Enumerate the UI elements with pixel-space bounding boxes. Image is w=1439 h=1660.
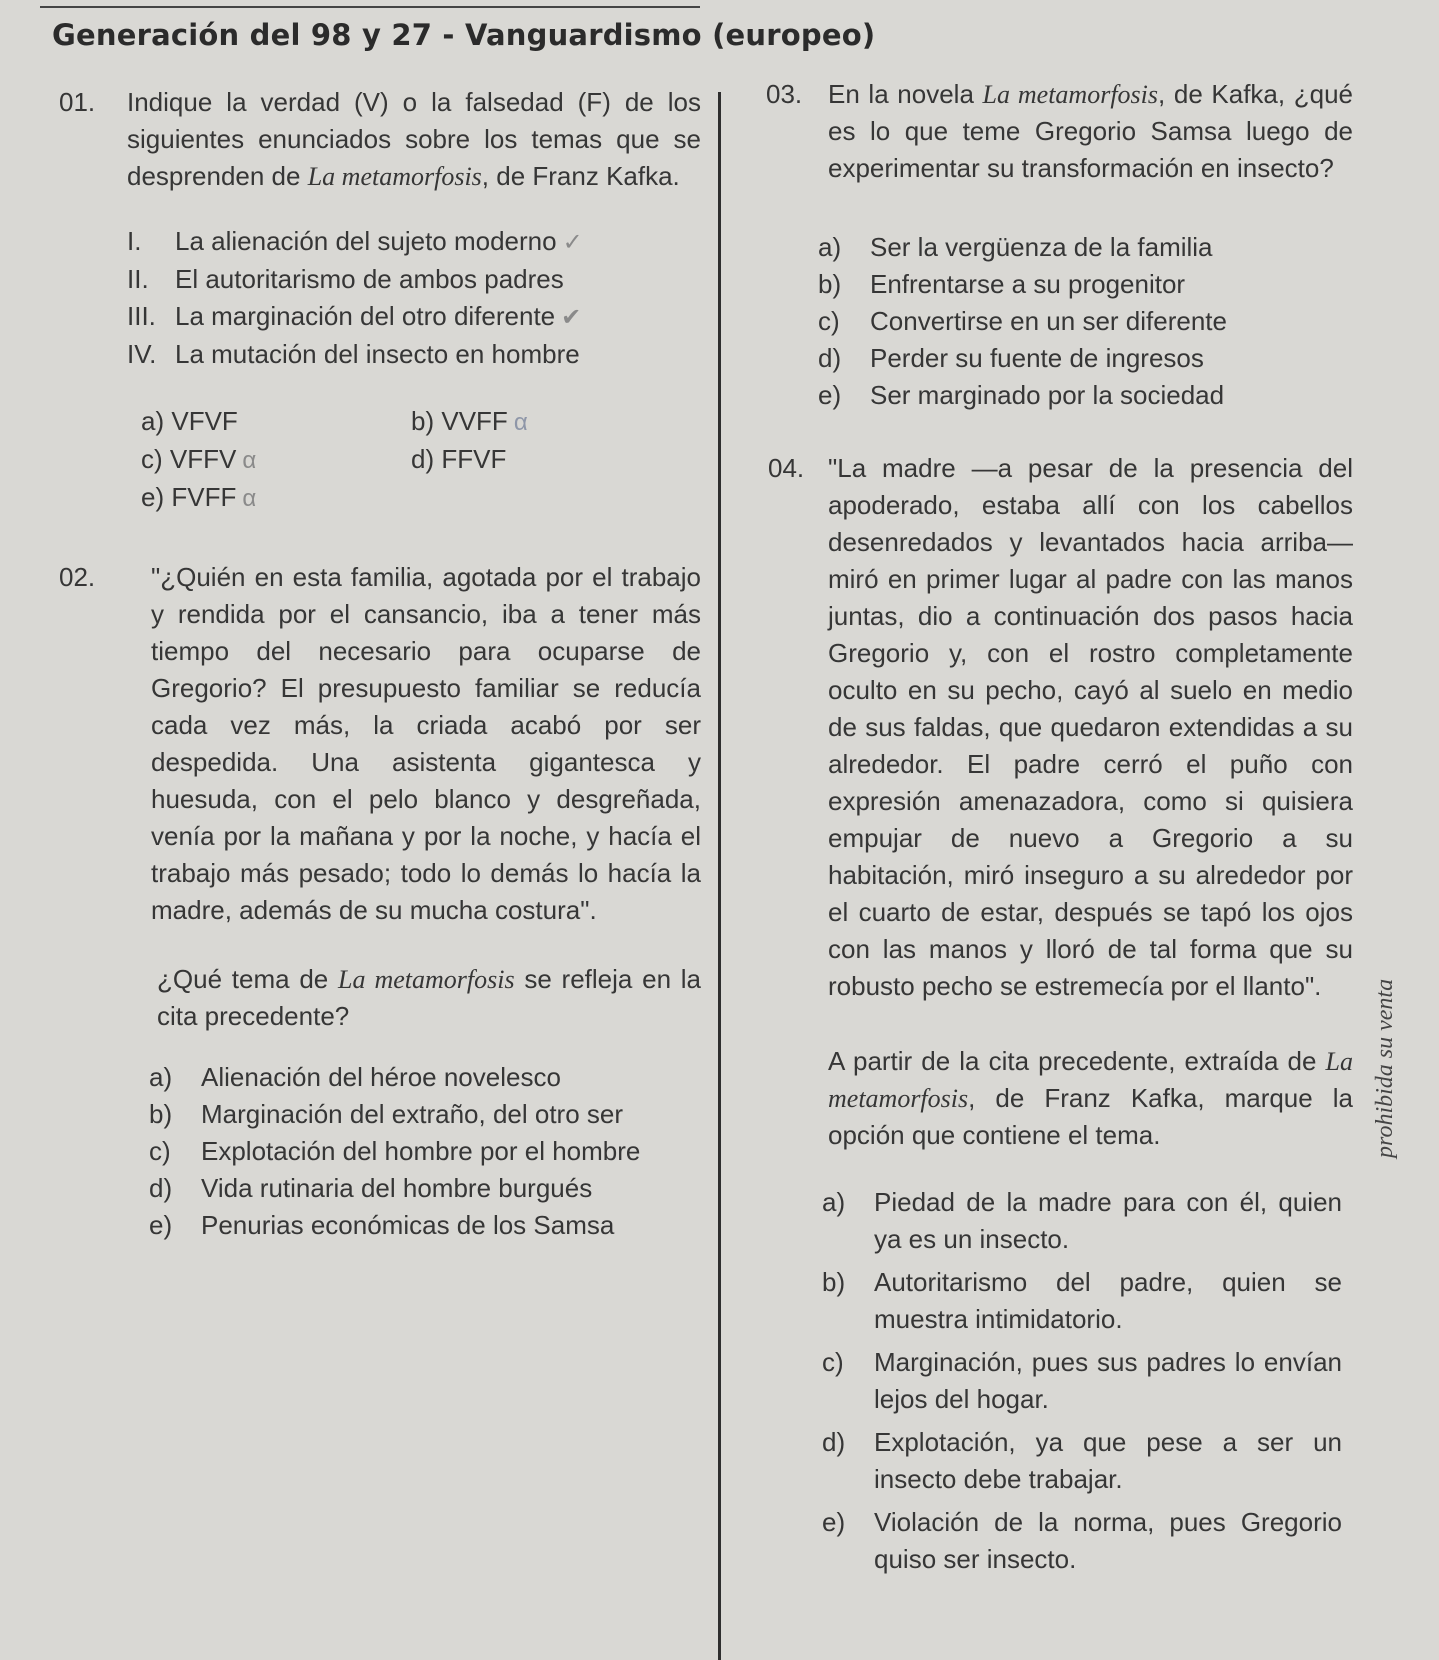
option-e[interactable] xyxy=(822,1504,1342,1578)
statement-item xyxy=(127,298,701,336)
option-c[interactable] xyxy=(141,441,411,479)
option-c[interactable] xyxy=(149,1133,701,1170)
option-label: c) xyxy=(149,1136,171,1166)
answer-options xyxy=(141,403,701,517)
option-d[interactable] xyxy=(822,1424,1342,1498)
quote-text: "La madre —a pesar de la presencia del apoderado, estaba allí con los cabellos desenredados y levantados hacia arriba— miró en primer lugar al padre con las manos juntas, dio a continuación dos pasos hacia Gregorio y, con el rostro completamente oculto en su pecho, cayó al suelo en medio de sus faldas, que quedaron extendidas a su alrededor. El padre cerró el puño con expresión amenazadora, como si quisiera empujar de nuevo a Gregorio a su habitación, miró inseguro a su alrededor por el cuarto de estar, después se tapó los ojos con las manos y lloró de tal forma que su robusto pecho se estremecía por el llanto". xyxy=(828,453,1353,1001)
question-instruction xyxy=(828,1043,1353,1154)
column-divider xyxy=(718,92,721,1660)
option-label: e) xyxy=(149,1210,173,1240)
option-e[interactable] xyxy=(141,479,411,517)
book-title: La metamorfosis xyxy=(982,80,1159,109)
right-column xyxy=(766,76,1353,1578)
prompt-text-end: se refleja en la cita precedente? xyxy=(157,964,702,1031)
option-b[interactable] xyxy=(411,403,671,441)
question-04 xyxy=(768,450,1353,1005)
handwritten-mark: α xyxy=(242,485,257,512)
option-text: Ser la vergüenza de la familia xyxy=(870,232,1213,262)
option-text: VFFV xyxy=(169,444,237,474)
option-text: VVFF xyxy=(441,406,508,436)
option-a[interactable] xyxy=(141,403,411,441)
check-mark: ✓ xyxy=(562,229,583,256)
option-text: Autoritarismo del padre, quien se muestra intimidatorio. xyxy=(874,1267,1342,1334)
option-label: a) xyxy=(818,232,842,262)
option-text: Convertirse en un ser diferente xyxy=(870,306,1227,336)
statement-label: IV. xyxy=(127,339,157,369)
option-label: d) xyxy=(149,1173,173,1203)
option-label: a) xyxy=(822,1187,846,1217)
option-e[interactable] xyxy=(818,377,1353,414)
question-number: 04. xyxy=(768,453,805,483)
option-text: FFVF xyxy=(441,444,507,474)
option-label: c) xyxy=(822,1347,844,1377)
option-d[interactable] xyxy=(149,1170,701,1207)
answer-options xyxy=(822,1184,1342,1578)
statement-item xyxy=(127,261,701,298)
option-label: d) xyxy=(818,343,842,373)
option-label: d) xyxy=(822,1427,846,1457)
handwritten-mark: α xyxy=(513,409,528,436)
statement-label: III. xyxy=(127,301,156,331)
statement-label: I. xyxy=(127,226,142,256)
question-number: 02. xyxy=(59,562,96,592)
statement-text: La marginación del otro diferente xyxy=(175,301,556,331)
left-column xyxy=(59,84,702,1244)
statement-item xyxy=(127,336,701,373)
option-text: FVFF xyxy=(171,482,237,512)
option-text: Ser marginado por la sociedad xyxy=(870,380,1225,410)
answer-options xyxy=(149,1059,701,1244)
book-title: La metamorfosis xyxy=(307,162,482,191)
question-stem: Indique la verdad (V) o la falsedad (F) de los siguientes enunciados sobre los temas que se desprenden de xyxy=(127,87,701,191)
statement-text: El autoritarismo de ambos padres xyxy=(175,264,564,294)
question-stem-end: , de Franz Kafka. xyxy=(481,161,680,191)
option-c[interactable] xyxy=(818,303,1353,340)
side-note: prohibida su venta xyxy=(1372,978,1398,1158)
book-title: La metamorfosis xyxy=(828,1047,1353,1113)
answer-options xyxy=(818,229,1353,414)
option-label: c) xyxy=(141,444,163,474)
option-text: Penurias económicas de los Samsa xyxy=(201,1210,615,1240)
question-stem: En la novela xyxy=(828,79,983,109)
option-a[interactable] xyxy=(149,1059,701,1096)
option-d[interactable] xyxy=(411,441,671,479)
option-label: b) xyxy=(822,1267,846,1297)
option-text: Alienación del héroe novelesco xyxy=(201,1062,561,1092)
check-mark: ✔ xyxy=(561,304,582,331)
statement-text: La alienación del sujeto moderno xyxy=(175,226,557,256)
option-c[interactable] xyxy=(822,1344,1342,1418)
instruction-text: A partir de la cita precedente, extraída de xyxy=(828,1046,1326,1076)
top-rule xyxy=(40,6,700,8)
option-label: e) xyxy=(818,380,842,410)
question-prompt xyxy=(157,961,701,1035)
option-text: Violación de la norma, pues Gregorio quiso ser insecto. xyxy=(874,1507,1342,1574)
option-text: Vida rutinaria del hombre burgués xyxy=(201,1173,593,1203)
option-text: Piedad de la madre para con él, quien ya es un insecto. xyxy=(874,1187,1342,1254)
option-label: c) xyxy=(818,306,840,336)
option-b[interactable] xyxy=(818,266,1353,303)
page-title: Generación del 98 y 27 - Vanguardismo (europeo) xyxy=(52,18,876,52)
option-text: Explotación del hombre por el hombre xyxy=(201,1136,641,1166)
statement-list xyxy=(127,223,701,373)
option-label: b) xyxy=(149,1099,173,1129)
quote-text: "¿Quién en esta familia, agotada por el trabajo y rendida por el cansancio, iba a tener más tiempo del necesario para ocuparse de Gregorio? El presupuesto familiar se reducía cada vez más, la criada acabó por ser despedida. Una asistenta gigantesca y huesuda, con el pelo blanco y desgreñada, venía por la mañana y por la noche, y hacía el trabajo más pesado; todo lo demás lo hacía la madre, además de su mucha costura". xyxy=(151,562,701,925)
option-b[interactable] xyxy=(149,1096,701,1133)
option-e[interactable] xyxy=(149,1207,701,1244)
option-b[interactable] xyxy=(822,1264,1342,1338)
question-number: 01. xyxy=(59,87,96,117)
statement-label: II. xyxy=(127,264,149,294)
statement-text: La mutación del insecto en hombre xyxy=(175,339,580,369)
option-text: Marginación, pues sus padres lo envían lejos del hogar. xyxy=(874,1347,1342,1414)
question-03 xyxy=(766,76,1353,187)
prompt-text: ¿Qué tema de xyxy=(157,964,338,994)
option-text: Marginación del extraño, del otro ser xyxy=(201,1099,624,1129)
option-label: e) xyxy=(822,1507,846,1537)
option-label: b) xyxy=(818,269,842,299)
question-02 xyxy=(59,559,701,929)
option-text: VFVF xyxy=(171,406,238,436)
question-stem-end: , de Kafka, ¿qué es lo que teme Gregorio Samsa luego de experimentar su transformación en insecto? xyxy=(828,79,1353,183)
instruction-text-end: , de Franz Kafka, marque la opción que contiene el tema. xyxy=(828,1083,1353,1150)
option-text: Explotación, ya que pese a ser un insecto debe trabajar. xyxy=(874,1427,1342,1494)
option-d[interactable] xyxy=(818,340,1353,377)
option-label: e) xyxy=(141,482,165,512)
option-label: b) xyxy=(411,406,435,436)
option-text: Perder su fuente de ingresos xyxy=(870,343,1204,373)
option-text: Enfrentarse a su progenitor xyxy=(870,269,1186,299)
option-label: d) xyxy=(411,444,435,474)
statement-item xyxy=(127,223,701,261)
question-01 xyxy=(59,84,701,195)
option-a[interactable] xyxy=(822,1184,1342,1258)
question-number: 03. xyxy=(766,79,803,109)
handwritten-mark: α xyxy=(242,447,257,474)
book-title: La metamorfosis xyxy=(337,965,515,994)
option-label: a) xyxy=(149,1062,173,1092)
option-a[interactable] xyxy=(818,229,1353,266)
option-label: a) xyxy=(141,406,165,436)
